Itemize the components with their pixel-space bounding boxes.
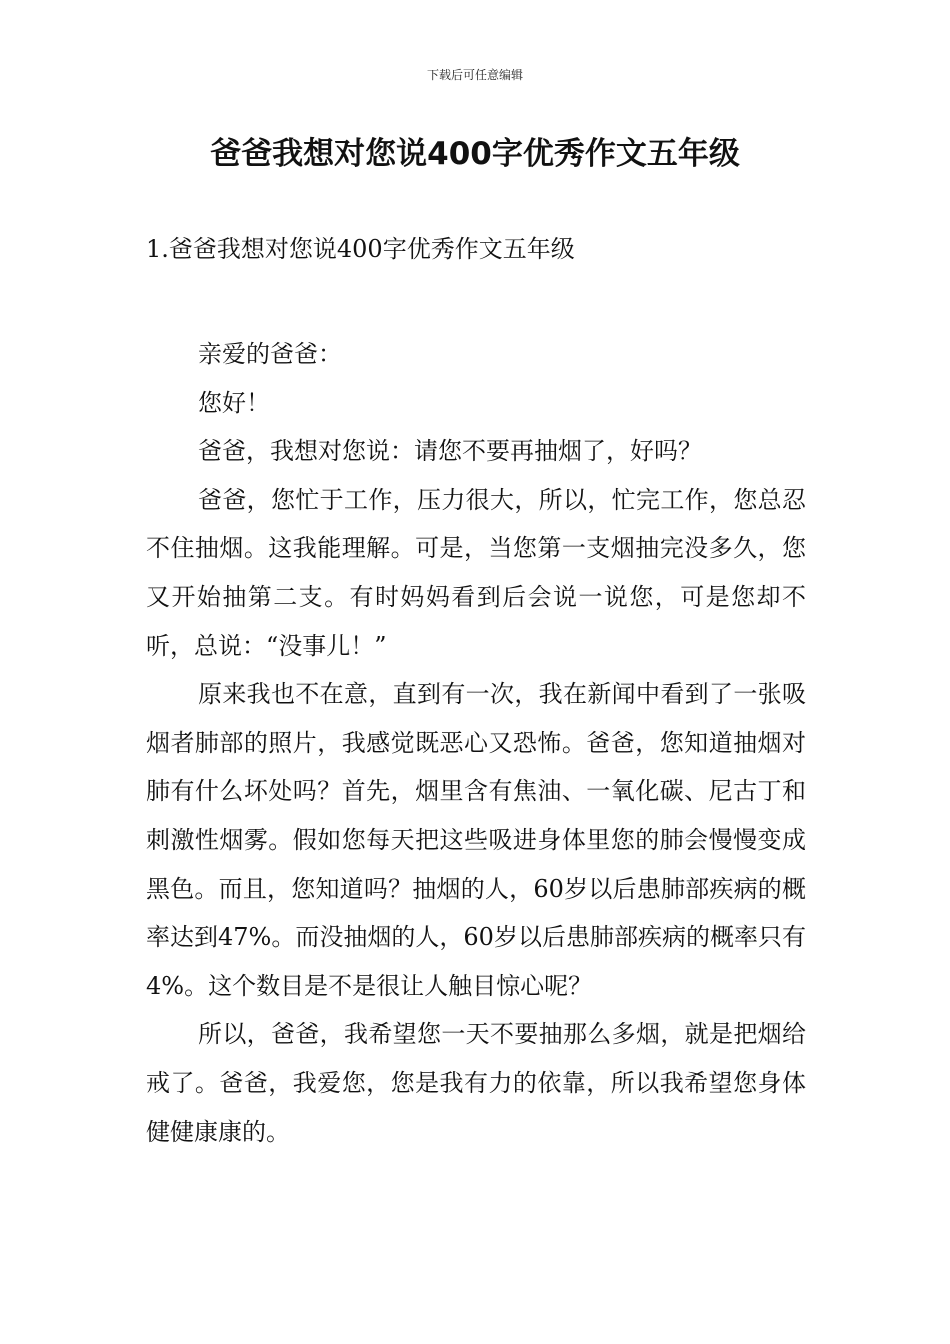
letter-body	[146, 330, 806, 1156]
page-title: 爸爸我想对您说400字优秀作文五年级	[210, 136, 740, 172]
header-note: 下载后可任意编辑	[426, 68, 523, 82]
body-paragraph: 爸爸，您忙于工作，压力很大，所以，忙完工作，您总忍不住抽烟。这我能理解。可是，当您第一支烟抽完没多久，您又开始抽第二支。有时妈妈看到后会说一说您，可是您却不听，总说：“没事儿！”	[146, 485, 806, 660]
section-heading: 1.爸爸我想对您说400字优秀作文五年级	[146, 235, 575, 263]
body-paragraph: 爸爸，我想对您说：请您不要再抽烟了，好吗？	[198, 437, 702, 466]
salutation-paragraph: 您好！	[198, 388, 270, 417]
body-paragraph: 所以，爸爸，我希望您一天不要抽那么多烟，就是把烟给戒了。爸爸，我爱您，您是我有力的依靠，所以我希望您身体健健康康的。	[146, 1020, 806, 1146]
greeting-paragraph: 亲爱的爸爸：	[198, 340, 342, 368]
body-paragraph: 原来我也不在意，直到有一次，我在新闻中看到了一张吸烟者肺部的照片，我感觉既恶心又恐怖。爸爸，您知道抽烟对肺有什么坏处吗？首先，烟里含有焦油、一氧化碳、尼古丁和刺激性烟雾。假如您每天把这些吸进身体里您的肺会慢慢变成黑色。而且，您知道吗？抽烟的人，60岁以后患肺部疾病的概率达到47%。而没抽烟的人，60岁以后患肺部疾病的概率只有4%。这个数目是不是很让人触目惊心呢？	[146, 680, 806, 1000]
